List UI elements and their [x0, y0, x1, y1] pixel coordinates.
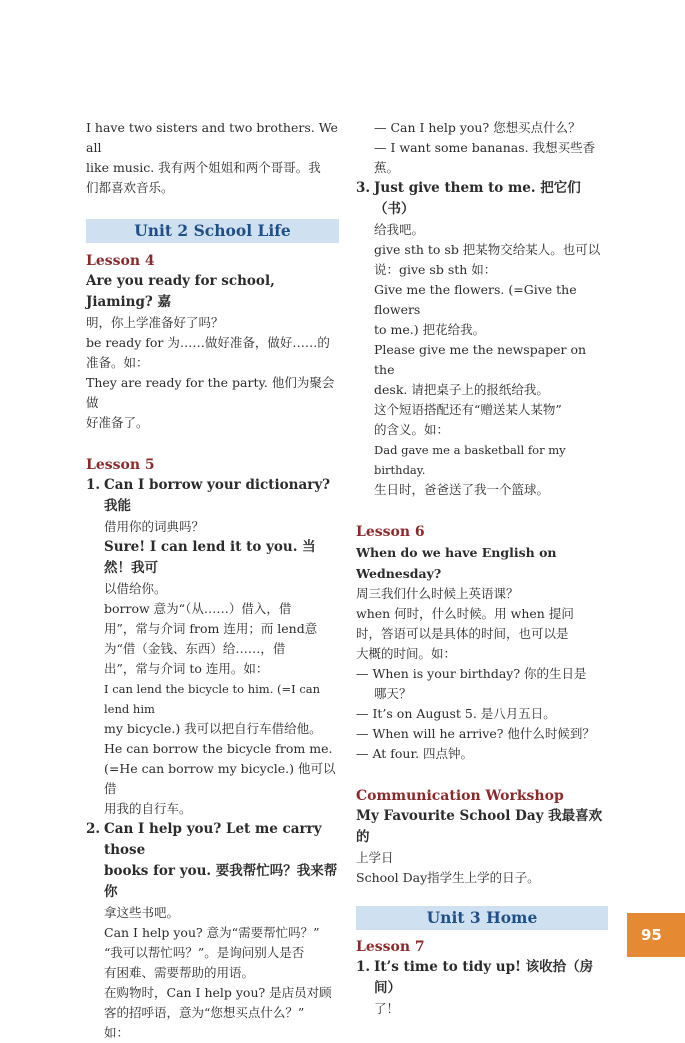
- item-sentence: books for you. 要我帮忙吗？我来帮你: [104, 863, 338, 900]
- lesson-4-sentence: 明，你上学准备好了吗？: [86, 315, 224, 330]
- item-sentence: Can I borrow your dictionary? 我能: [104, 477, 331, 514]
- item-example: Give me the flowers. (=Give the flowers: [374, 282, 577, 317]
- dialogue-line: — When is your birthday? 你的生日是: [356, 666, 587, 681]
- right-column: [356, 118, 608, 1019]
- item-sentence: It’s time to tidy up! 该收拾（房间）: [374, 959, 594, 996]
- item-sentence: 拿这些书吧。: [104, 905, 180, 920]
- item-sentence: 给我吧。: [374, 222, 425, 237]
- intro-text: I have two sisters and two brothers. We all: [86, 120, 338, 155]
- item-example: to me.) 把花给我。: [374, 322, 486, 337]
- lesson-5-item-1: [86, 475, 339, 819]
- item-reply: Sure! I can lend it to you. 当然！我可: [104, 539, 316, 576]
- lesson-4-sentence: Are you ready for school, Jiaming? 嘉: [86, 273, 275, 310]
- lesson-7-heading: Lesson 7: [356, 939, 425, 955]
- item-example: 生日时，爸爸送了我一个篮球。: [374, 482, 550, 497]
- dialogue-line: 哪天？: [374, 686, 412, 701]
- item-sentence: 借用你的词典吗？: [104, 519, 205, 534]
- lesson-6-sentence: 周三我们什么时候上英语课？: [356, 586, 519, 601]
- dialogue-line: — At four. 四点钟。: [356, 746, 474, 761]
- lesson-6-heading: Lesson 6: [356, 524, 425, 540]
- item-explanation: borrow 意为“（从……）借入，借: [104, 601, 292, 616]
- lesson-4-heading: Lesson 4: [86, 253, 155, 269]
- item-explanation: Can I help you? 意为“需要帮忙吗？”: [104, 925, 320, 940]
- dialogue-line: — I want some bananas. 我想买些香蕉。: [374, 140, 596, 175]
- unit-2-heading: Unit 2 School Life: [86, 219, 339, 243]
- item-explanation: 这个短语搭配还有“赠送某人某物”: [374, 402, 562, 417]
- item-explanation: 出”，常与介词 to 连用。如：: [104, 661, 269, 676]
- dialogue-line: — When will he arrive? 他什么时候到？: [356, 726, 595, 741]
- item-explanation: 客的招呼语，意为“您想买点什么？”: [104, 1005, 305, 1020]
- item-example: 用我的自行车。: [104, 801, 192, 816]
- item-example: my bicycle.) 我可以把自行车借给他。: [104, 721, 322, 736]
- item-explanation: 在购物时，Can I help you? 是店员对顾: [104, 985, 332, 1000]
- item-reply: 以借给你。: [104, 581, 167, 596]
- lesson-4-example: 好准备了。: [86, 415, 149, 430]
- item-number: 3.: [356, 180, 371, 196]
- item-explanation: give sth to sb 把某物交给某人。也可以: [374, 242, 601, 257]
- item-explanation: 说：give sb sth 如：: [374, 262, 497, 277]
- lesson-6-sentence: When do we have English on Wednesday?: [356, 545, 557, 581]
- lesson-7-item-1: [356, 957, 608, 1019]
- dialogue-line: — It’s on August 5. 是八月五日。: [356, 706, 556, 721]
- item-example: (=He can borrow my bicycle.) 他可以借: [104, 761, 336, 796]
- item-explanation: 的含义。如：: [374, 422, 450, 437]
- lesson-6-explanation: 大概的时间。如：: [356, 646, 457, 661]
- communication-workshop-heading: Communication Workshop: [356, 788, 564, 804]
- item-explanation: “我可以帮忙吗？”。是询问别人是否: [104, 945, 305, 960]
- item-example: He can borrow the bicycle from me.: [104, 741, 333, 756]
- item-explanation: 用”，常与介词 from 连用；而 lend意: [104, 621, 318, 636]
- item-sentence: 了！: [374, 1001, 400, 1016]
- workshop-sentence: 上学日: [356, 850, 394, 865]
- page-number: 95: [627, 913, 685, 957]
- lesson-6-explanation: when 何时，什么时候。用 when 提问: [356, 606, 574, 621]
- left-column: [86, 118, 339, 1043]
- workshop-explanation: School Day指学生上学的日子。: [356, 870, 540, 885]
- item-example: desk. 请把桌子上的报纸给我。: [374, 382, 549, 397]
- item-example: I can lend the bicycle to him. (=I can lend him: [104, 682, 321, 716]
- lesson-5-heading: Lesson 5: [86, 457, 155, 473]
- item-sentence: Can I help you? Let me carry those: [104, 821, 322, 858]
- item-sentence: Just give them to me. 把它们（书）: [374, 180, 581, 217]
- intro-text: 们都喜欢音乐。: [86, 180, 174, 195]
- item-explanation: 为“借（金钱、东西）给……，借: [104, 641, 286, 656]
- lesson-4-example: They are ready for the party. 他们为聚会做: [86, 375, 335, 410]
- item-number: 2.: [86, 821, 101, 837]
- item-number: 1.: [86, 477, 101, 493]
- item-explanation: 如：: [104, 1025, 130, 1040]
- lesson-6-explanation: 时，答语可以是具体的时间，也可以是: [356, 626, 569, 641]
- unit-3-heading: Unit 3 Home: [356, 906, 608, 930]
- item-example: Please give me the newspaper on the: [374, 342, 587, 377]
- item-explanation: 有困难、需要帮助的用语。: [104, 965, 255, 980]
- dialogue-line: — Can I help you? 您想买点什么？: [374, 120, 581, 135]
- intro-text: like music. 我有两个姐姐和两个哥哥。我: [86, 160, 321, 175]
- lesson-4-explanation: 准备。如：: [86, 355, 149, 370]
- item-example: Dad gave me a basketball for my birthday.: [374, 443, 566, 477]
- lesson-5-item-2: [86, 819, 339, 1043]
- item-number: 1.: [356, 959, 371, 975]
- lesson-4-explanation: be ready for 为……做好准备，做好……的: [86, 335, 330, 350]
- workshop-sentence: My Favourite School Day 我最喜欢的: [356, 808, 603, 845]
- lesson-5-item-3: [356, 178, 608, 500]
